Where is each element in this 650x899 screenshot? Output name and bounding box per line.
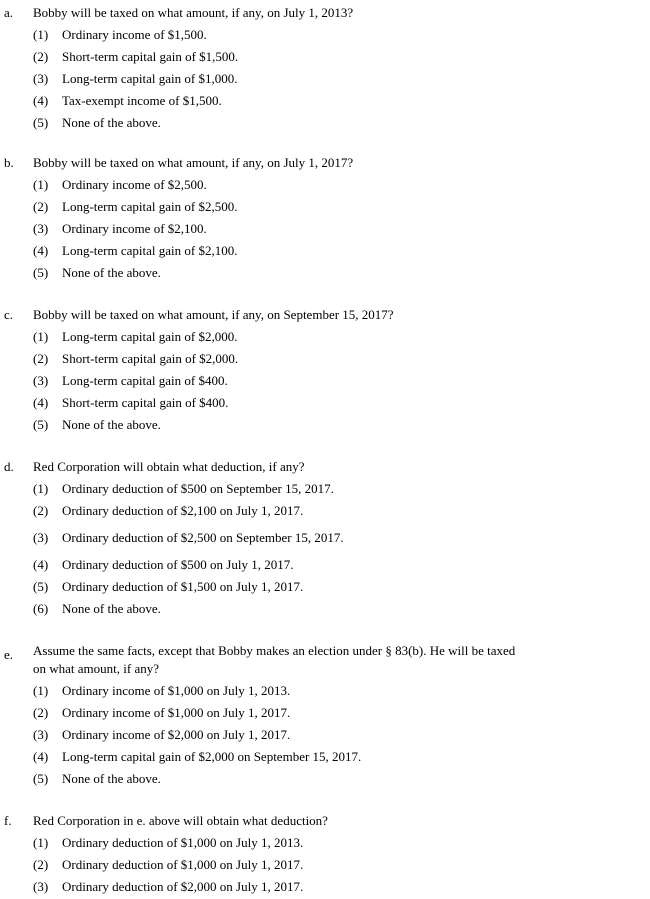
option-text: Ordinary income of $1,000 on July 1, 2017.	[62, 705, 291, 720]
option-text: Ordinary deduction of $2,100 on July 1, 2017.	[62, 503, 304, 518]
option-number: (5)	[33, 115, 49, 130]
option-number: (3)	[33, 221, 49, 236]
option-text: Ordinary income of $2,500.	[62, 177, 207, 192]
option-number: (3)	[33, 727, 49, 742]
answer-option	[33, 600, 161, 618]
question-letter: b.	[4, 155, 14, 170]
option-text: Long-term capital gain of $400.	[62, 373, 228, 388]
option-text: Ordinary deduction of $500 on September 15, 2017.	[62, 481, 334, 496]
option-number: (3)	[33, 71, 49, 86]
option-text: Ordinary deduction of $1,500 on July 1, 2017.	[62, 579, 304, 594]
option-number: (3)	[33, 373, 49, 388]
question-letter: d.	[4, 459, 14, 474]
option-text: Ordinary income of $2,100.	[62, 221, 207, 236]
answer-option	[33, 480, 334, 498]
answer-option	[33, 372, 228, 390]
option-number: (4)	[33, 93, 49, 108]
option-number: (5)	[33, 771, 49, 786]
answer-option	[33, 264, 161, 282]
answer-option	[33, 748, 361, 766]
option-text: Ordinary deduction of $500 on July 1, 2017.	[62, 557, 294, 572]
option-text: None of the above.	[62, 417, 161, 432]
option-text: Short-term capital gain of $2,000.	[62, 351, 239, 366]
question-stem: Assume the same facts, except that Bobby makes an election under § 83(b). He will be taxed on what amount, if any?	[33, 643, 516, 676]
option-number: (2)	[33, 705, 49, 720]
option-text: Ordinary income of $2,000 on July 1, 2017.	[62, 727, 291, 742]
option-number: (5)	[33, 579, 49, 594]
option-number: (4)	[33, 395, 49, 410]
answer-option	[33, 92, 222, 110]
option-number: (1)	[33, 177, 49, 192]
option-text: Tax-exempt income of $1,500.	[62, 93, 222, 108]
answer-option	[33, 48, 238, 66]
option-number: (2)	[33, 503, 49, 518]
question-stem: Red Corporation in e. above will obtain what deduction?	[33, 813, 328, 828]
option-number: (5)	[33, 265, 49, 280]
answer-option	[33, 704, 290, 722]
option-text: Short-term capital gain of $1,500.	[62, 49, 239, 64]
answer-option	[33, 198, 237, 216]
option-number: (4)	[33, 749, 49, 764]
option-text: None of the above.	[62, 771, 161, 786]
option-text: None of the above.	[62, 265, 161, 280]
answer-option	[33, 682, 290, 700]
option-text: Ordinary income of $1,500.	[62, 27, 207, 42]
option-number: (2)	[33, 857, 49, 872]
question-stem: Bobby will be taxed on what amount, if any, on July 1, 2017?	[33, 155, 354, 170]
answer-option	[33, 114, 161, 132]
option-text: Short-term capital gain of $400.	[62, 395, 229, 410]
option-number: (2)	[33, 351, 49, 366]
answer-option	[33, 26, 207, 44]
option-number: (1)	[33, 27, 49, 42]
answer-option	[33, 529, 344, 547]
option-text: Long-term capital gain of $2,500.	[62, 199, 238, 214]
option-text: None of the above.	[62, 601, 161, 616]
option-text: Long-term capital gain of $2,100.	[62, 243, 238, 258]
option-number: (1)	[33, 683, 49, 698]
answer-option	[33, 726, 290, 744]
answer-option	[33, 220, 207, 238]
option-number: (1)	[33, 481, 49, 496]
option-text: Ordinary income of $1,000 on July 1, 2013.	[62, 683, 291, 698]
answer-option	[33, 856, 303, 874]
option-text: None of the above.	[62, 115, 161, 130]
option-number: (2)	[33, 49, 49, 64]
option-number: (1)	[33, 329, 49, 344]
option-text: Ordinary deduction of $2,500 on September 15, 2017.	[62, 530, 344, 545]
question-letter: f.	[4, 813, 12, 828]
option-number: (3)	[33, 530, 49, 545]
answer-option	[33, 878, 303, 896]
option-text: Ordinary deduction of $1,000 on July 1, 2013.	[62, 835, 304, 850]
answer-option	[33, 176, 207, 194]
answer-option	[33, 416, 161, 434]
option-number: (5)	[33, 417, 49, 432]
answer-option	[33, 556, 293, 574]
option-text: Ordinary deduction of $2,000 on July 1, 2017.	[62, 879, 304, 894]
option-number: (4)	[33, 557, 49, 572]
answer-option	[33, 394, 228, 412]
option-number: (6)	[33, 601, 49, 616]
option-text: Long-term capital gain of $2,000.	[62, 329, 238, 344]
question-letter: e.	[4, 647, 14, 662]
answer-option	[33, 242, 237, 260]
option-number: (4)	[33, 243, 49, 258]
option-number: (1)	[33, 835, 49, 850]
option-number: (3)	[33, 879, 49, 894]
answer-option	[33, 70, 237, 88]
question-letter: a.	[4, 5, 14, 20]
option-text: Long-term capital gain of $1,000.	[62, 71, 238, 86]
option-text: Long-term capital gain of $2,000 on September 15, 2017.	[62, 749, 362, 764]
answer-option	[33, 502, 303, 520]
answer-option	[33, 328, 237, 346]
option-number: (2)	[33, 199, 49, 214]
question-stem: Bobby will be taxed on what amount, if any, on July 1, 2013?	[33, 5, 354, 20]
question-letter: c.	[4, 307, 14, 322]
answer-option	[33, 578, 303, 596]
answer-option	[33, 770, 161, 788]
answer-option	[33, 350, 238, 368]
answer-option	[33, 834, 303, 852]
question-stem: Red Corporation will obtain what deduction, if any?	[33, 459, 305, 474]
option-text: Ordinary deduction of $1,000 on July 1, 2017.	[62, 857, 304, 872]
question-stem: Bobby will be taxed on what amount, if any, on September 15, 2017?	[33, 307, 394, 322]
